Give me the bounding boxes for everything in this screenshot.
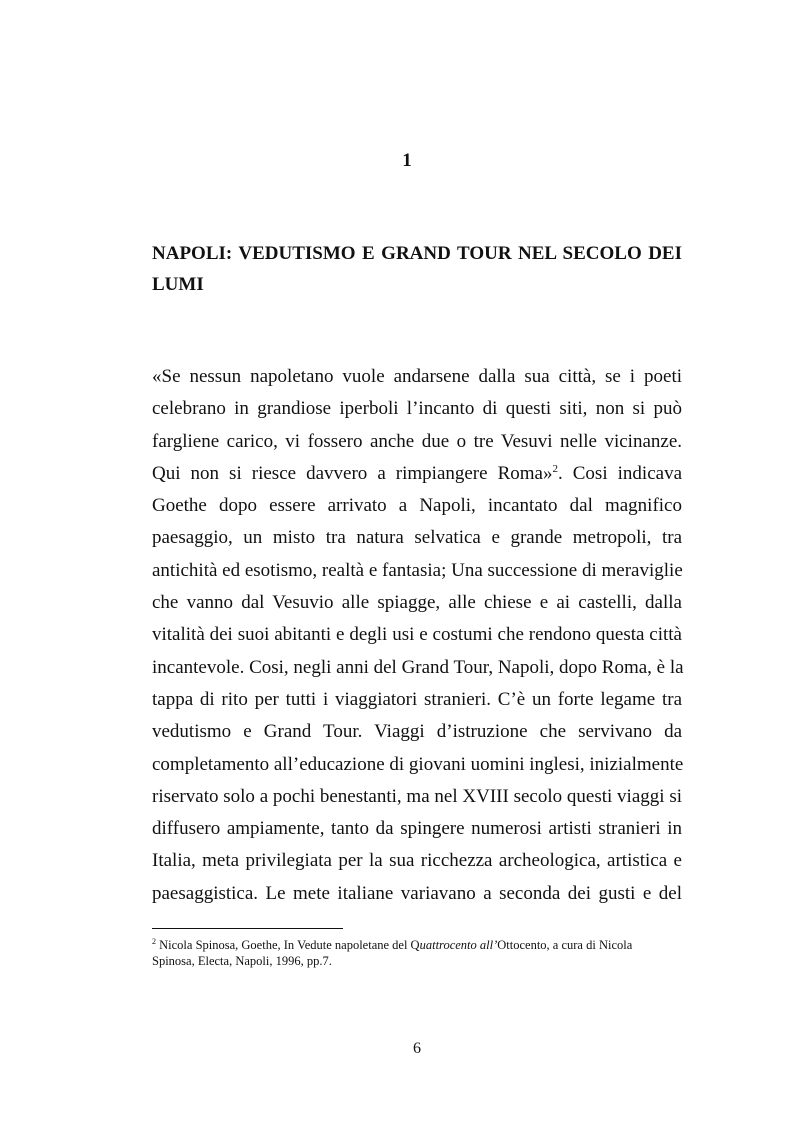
body-line: incantevole. Cosi, negli anni del Grand Tour, Napoli, dopo Roma, è la <box>152 656 684 678</box>
footnote-marker: 2 <box>152 937 156 946</box>
body-line: celebrano in grandiose iperboli l’incanto di questi siti, non si può <box>152 398 682 420</box>
body-line: vitalità dei suoi abitanti e degli usi e costumi che rendono questa città <box>152 624 682 646</box>
body-line: «Se nessun napoletano vuole andarsene dalla sua città, se i poeti <box>152 366 682 387</box>
body-line: tappa di rito per tutti i viaggiatori stranieri. C’è un forte legame tra <box>152 688 682 710</box>
body-line-text: . Cosi indicava <box>557 462 682 484</box>
footnote-reference[interactable]: 2 <box>552 462 558 475</box>
body-line: Goethe dopo essere arrivato a Napoli, incantato dal magnifico <box>152 495 682 517</box>
chapter-title-line: LUMI <box>152 274 204 295</box>
body-line-with-footnote-ref <box>152 458 682 490</box>
chapter-number: 1 <box>402 150 412 171</box>
footnote <box>152 937 682 969</box>
footnote-line: Spinosa, Electa, Napoli, 1996, pp.7. <box>152 954 332 968</box>
chapter-title-line: NAPOLI: VEDUTISMO E GRAND TOUR NEL SECOLO DEI <box>152 243 682 264</box>
body-line: che vanno dal Vesuvio alle spiagge, alle chiese e ai castelli, dalla <box>152 592 682 614</box>
footnote-separator <box>152 928 343 929</box>
body-line: riservato solo a pochi benestanti, ma nel XVIII secolo questi viaggi si <box>152 785 682 807</box>
body-line: paesaggistica. Le mete italiane variavano a seconda dei gusti e del <box>152 882 682 904</box>
body-line: diffusero ampiamente, tanto da spingere numerosi artisti stranieri in <box>152 818 682 840</box>
body-line: antichità ed esotismo, realtà e fantasia; Una successione di meraviglie <box>152 559 683 581</box>
body-line: fargliene carico, vi fossero anche due o tre Vesuvi nelle vicinanze. <box>152 430 682 452</box>
body-line-text: Qui non si riesce davvero a rimpiangere Roma» <box>152 462 553 484</box>
footnote-text: Ottocento, a cura di Nicola <box>497 938 633 952</box>
chapter-title <box>152 238 682 300</box>
body-line: completamento all’educazione di giovani uomini inglesi, inizialmente <box>152 753 684 775</box>
body-line: vedutismo e Grand Tour. Viaggi d’istruzione che servivano da <box>152 721 682 743</box>
body-paragraph <box>152 361 682 910</box>
body-line: Italia, meta privilegiata per la sua ricchezza archeologica, artistica e <box>152 850 682 872</box>
page-number: 6 <box>413 1040 421 1057</box>
body-line: paesaggio, un misto tra natura selvatica e grande metropoli, tra <box>152 527 682 549</box>
footnote-line <box>152 937 682 953</box>
footnote-italic-title: uattrocento all’ <box>419 938 498 952</box>
footnote-text: Nicola Spinosa, Goethe, In Vedute napoletane del Q <box>156 938 420 952</box>
